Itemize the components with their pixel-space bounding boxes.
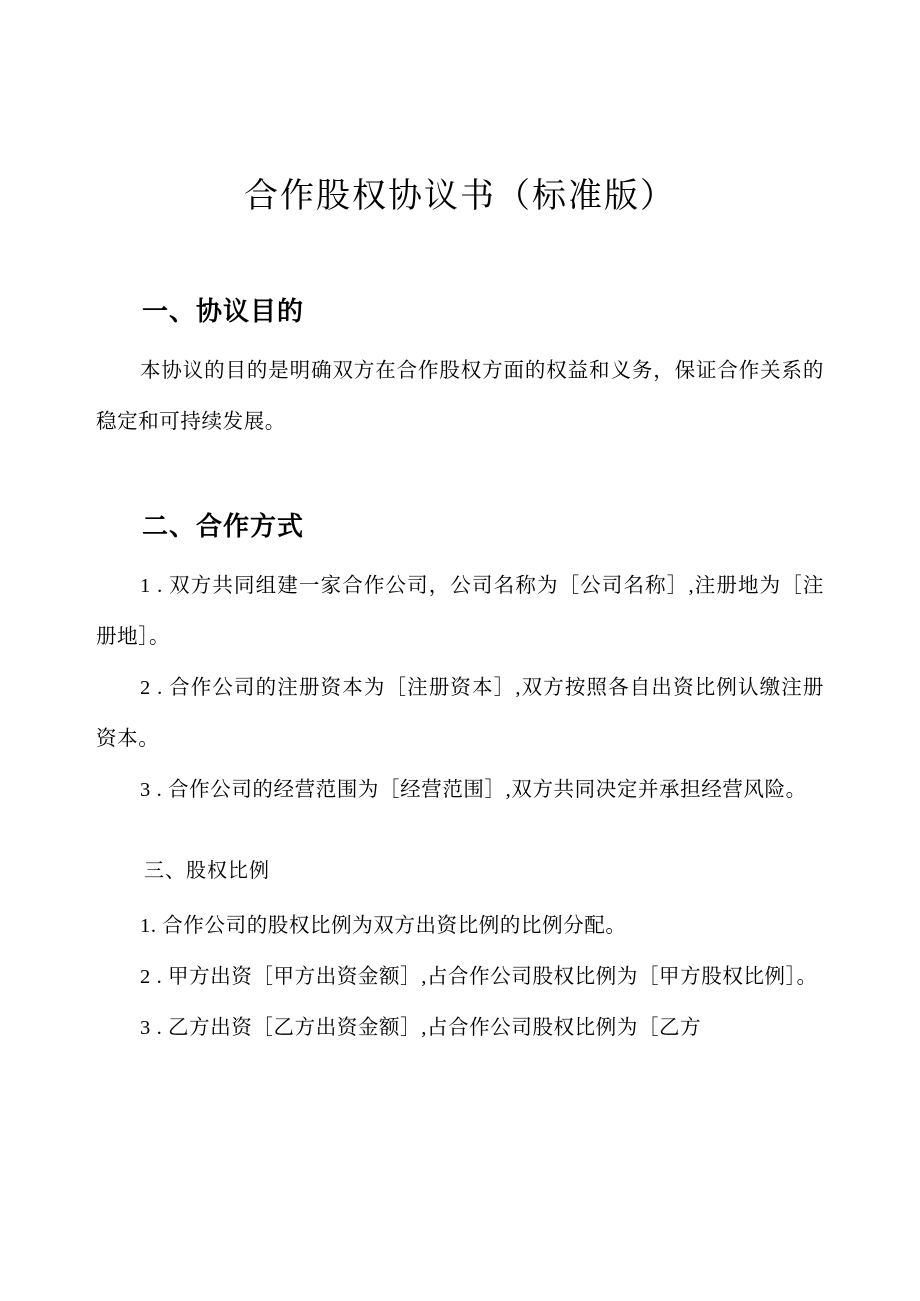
paragraph: 3 . 合作公司的经营范围为［经营范围］,双方共同决定并承担经营风险。 bbox=[140, 779, 807, 801]
section-spacer-2 bbox=[96, 816, 824, 854]
section-heading-1: 一、协议目的 bbox=[142, 296, 305, 326]
section-equity-ratio bbox=[96, 854, 824, 1054]
paragraph: 1 . 双方共同组建一家合作公司，公司名称为［公司名称］,注册地为［注册地］。 bbox=[96, 575, 824, 648]
spacer bbox=[96, 543, 824, 561]
page-title: 合作股权协议书（标准版） bbox=[244, 177, 676, 215]
spacer bbox=[96, 883, 824, 901]
section-heading-3: 三、股权比例 bbox=[144, 860, 270, 882]
section-agreement-purpose bbox=[96, 291, 824, 448]
paragraph: 2 . 甲方出资［甲方出资金额］,占合作公司股权比例为［甲方股权比例］。 bbox=[140, 966, 818, 988]
spacer bbox=[96, 328, 824, 346]
paragraph: 2 . 合作公司的注册资本为［注册资本］,双方按照各自出资比例认缴注册资本。 bbox=[96, 677, 824, 750]
paragraph: 本协议的目的是明确双方在合作股权方面的权益和义务，保证合作关系的稳定和可持续发展。 bbox=[96, 360, 824, 433]
section-spacer-1 bbox=[96, 448, 824, 506]
section-heading-2: 二、合作方式 bbox=[142, 511, 305, 541]
title-spacer bbox=[96, 217, 824, 291]
paragraph: 1. 合作公司的股权比例为双方出资比例的比例分配。 bbox=[140, 915, 627, 937]
paragraph: 3 . 乙方出资［乙方出资金额］,占合作公司股权比例为［乙方 bbox=[140, 1017, 702, 1039]
section-cooperation-method bbox=[96, 506, 824, 816]
